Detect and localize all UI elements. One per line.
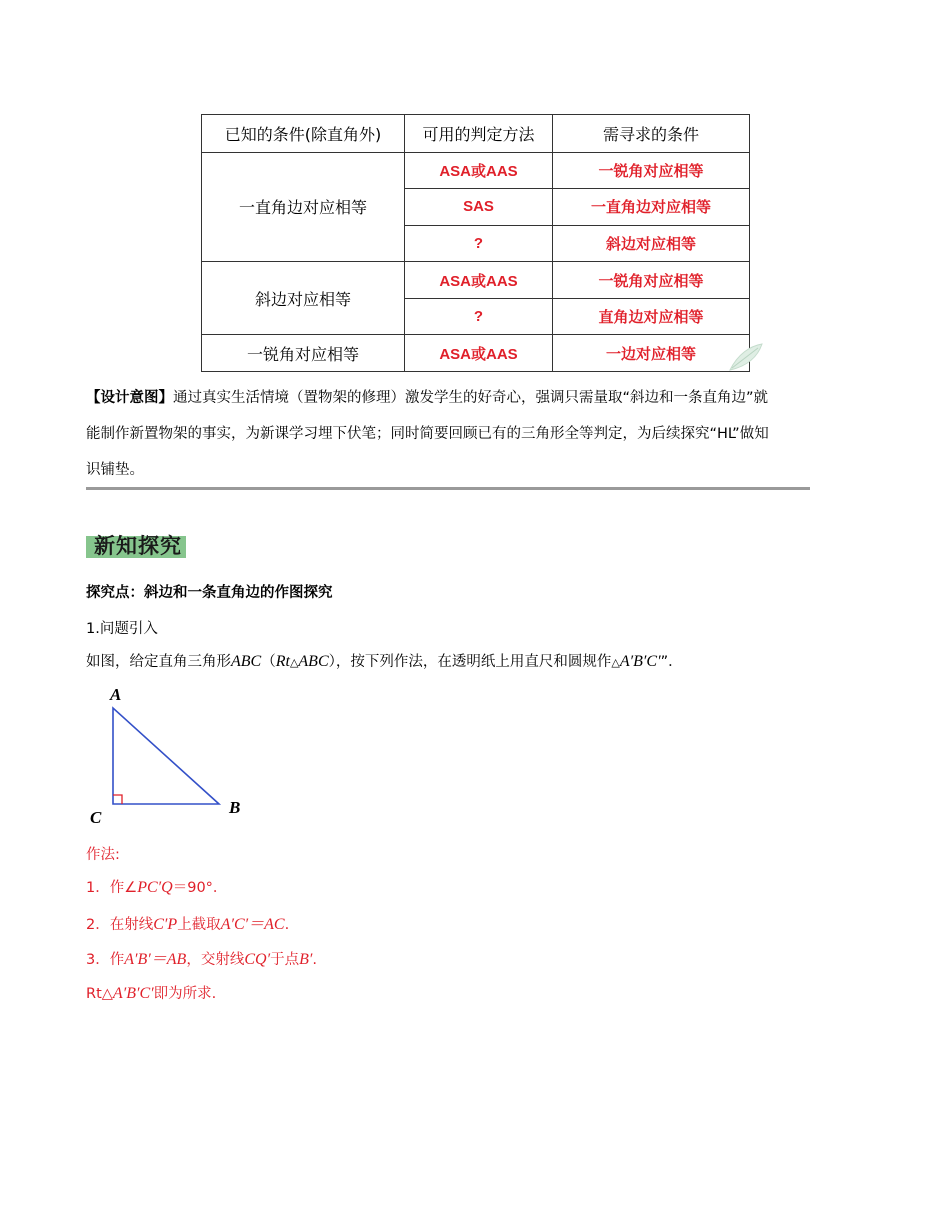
intro-mid: ，按下列作法，在透明纸上用直尺和圆规作 (335, 654, 612, 670)
section-banner (86, 530, 186, 560)
math-abc: ABC (231, 653, 262, 670)
math-rt: Rt (275, 653, 290, 670)
step1-pre: 1．作∠ (86, 880, 138, 896)
method-cell: ASA或AAS (405, 262, 553, 299)
condition-cell: 一锐角对应相等 (202, 335, 405, 372)
method-cell: ASA或AAS (405, 335, 553, 372)
header-need: 需寻求的条件 (553, 115, 750, 153)
criteria-table (201, 114, 750, 372)
design-line-2: 能制作新置物架的事实，为新课学习埋下伏笔；同时简要回顾已有的三角形全等判定，为后续探究“HL”做知 (86, 426, 769, 442)
step3-post: . (312, 952, 317, 968)
vertex-label-c: C (90, 808, 102, 827)
table-row (202, 335, 750, 372)
need-cell: 一边对应相等 (553, 335, 750, 372)
result-post: 即为所求. (153, 986, 217, 1002)
design-line-1 (86, 380, 870, 416)
need-cell: 斜边对应相等 (553, 225, 750, 262)
design-intent-paragraph (86, 380, 870, 488)
method-title: 作法: (86, 847, 120, 863)
intro-prefix: 如图，给定直角三角形 (86, 654, 231, 670)
header-known: 已知的条件(除直角外) (202, 115, 405, 153)
need-cell: 直角边对应相等 (553, 298, 750, 335)
explore-point: 探究点：斜边和一条直角边的作图探究 (86, 585, 333, 601)
design-text: 通过真实生活情境（置物架的修理）激发学生的好奇心，强调只需量取“斜边和一条直角边”就 (173, 390, 769, 406)
triangle-symbol: △ (289, 656, 299, 669)
need-cell: 一直角边对应相等 (553, 189, 750, 226)
step2-post: . (284, 917, 290, 933)
intro-heading: 1.问题引入 (86, 621, 158, 637)
method-result (86, 982, 216, 1003)
step1-post: ＝90°． (172, 880, 228, 896)
intro-end: ”． (660, 654, 683, 670)
design-label: 【设计意图】 (86, 390, 173, 406)
need-cell: 一锐角对应相等 (553, 152, 750, 189)
intro-paren-open: （ (261, 654, 276, 670)
step3-pre: 3．作 (86, 952, 125, 968)
triangle-abc (113, 708, 219, 804)
method-step-3 (86, 946, 317, 969)
table-row (202, 262, 750, 299)
section-divider (86, 487, 810, 490)
method-cell: ? (405, 225, 553, 262)
table-row (202, 152, 750, 189)
step2-math-1: C′P (153, 916, 178, 933)
need-cell: 一锐角对应相等 (553, 262, 750, 299)
method-step-2 (86, 911, 289, 934)
right-angle-mark (113, 795, 122, 804)
step2-mid: 上截取 (177, 917, 221, 933)
method-cell: ? (405, 298, 553, 335)
intro-paren-close: ） (328, 654, 336, 670)
right-triangle-figure (86, 680, 286, 830)
step2-pre: 2．在射线 (86, 917, 154, 933)
vertex-label-a: A (110, 685, 122, 704)
section-title: 新知探究 (94, 534, 182, 558)
step3-math-3: B′ (299, 951, 313, 968)
result-pre: Rt△ (86, 986, 113, 1002)
step3-mid-2: 于点 (270, 952, 300, 968)
vertex-label-b: B (229, 798, 241, 817)
design-line-3: 识铺垫。 (86, 462, 144, 478)
method-step-1 (86, 876, 227, 897)
step3-math-1: A′B′＝AB (124, 951, 187, 968)
math-target: A′B′C′ (619, 653, 661, 670)
step2-math-2: A′C′＝AC (220, 916, 285, 933)
header-method: 可用的判定方法 (405, 115, 553, 153)
condition-cell: 斜边对应相等 (202, 262, 405, 335)
result-math: A′B′C′ (112, 985, 154, 1002)
leaf-decoration-icon (728, 340, 764, 372)
math-abc-2: ABC (298, 653, 329, 670)
triangle-symbol-2: △ (611, 656, 620, 669)
condition-cell: 一直角边对应相等 (202, 152, 405, 262)
method-cell: SAS (405, 189, 553, 226)
intro-sentence (86, 650, 683, 671)
step1-math: PC′Q (137, 879, 173, 896)
table-header-row (202, 115, 750, 153)
method-cell: ASA或AAS (405, 152, 553, 189)
step3-math-2: CQ′ (244, 951, 271, 968)
step3-mid: ，交射线 (186, 952, 245, 968)
